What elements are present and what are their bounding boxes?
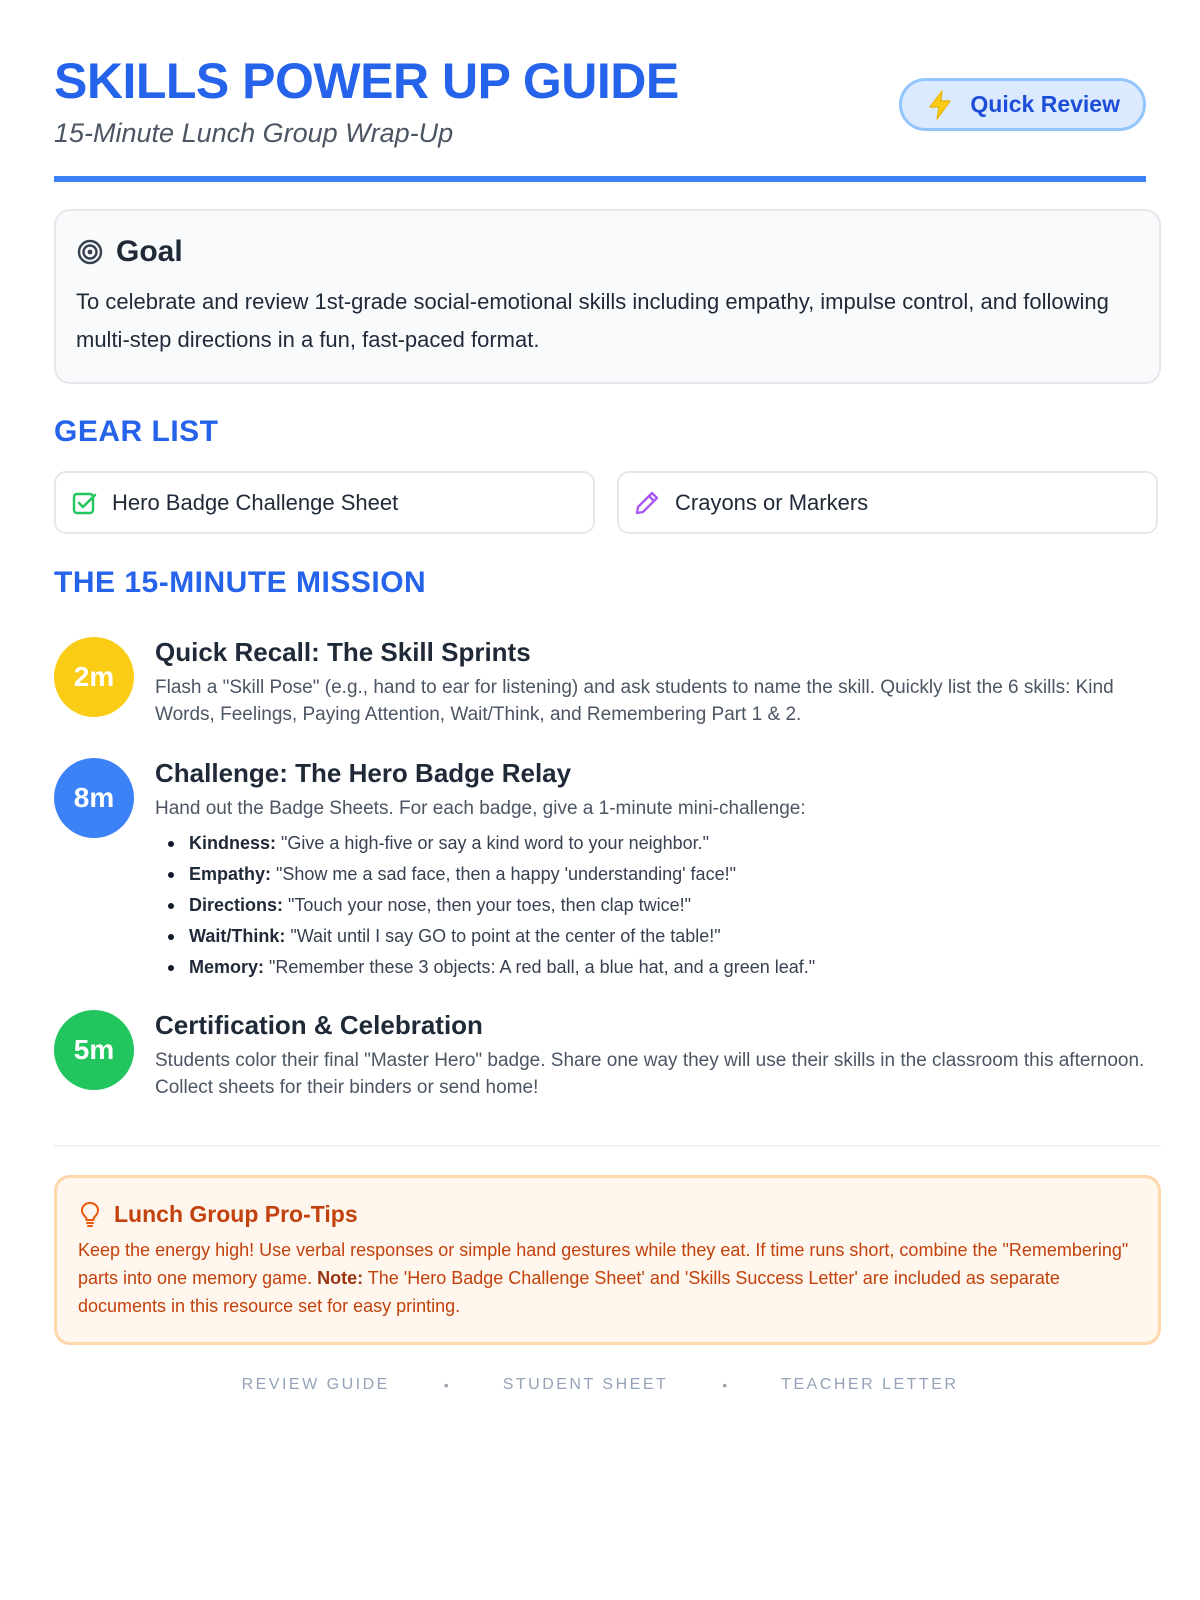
mission-heading: THE 15-MINUTE MISSION: [54, 566, 427, 599]
list-item: [155, 890, 1161, 921]
step-title: Quick Recall: The Skill Sprints: [155, 637, 531, 667]
footer-nav: [0, 1376, 1200, 1394]
page-title: SKILLS POWER UP GUIDE: [54, 53, 679, 109]
gear-item-badge-sheet: [54, 471, 595, 534]
pencil-icon: [633, 489, 661, 517]
bullet-text: "Wait until I say GO to point at the center of the table!": [285, 926, 721, 946]
tips-text-part: The 'Hero Badge Challenge Sheet' and 'Skills Success Letter' are included as separate documents in this resource set for easy printing.: [78, 1268, 1060, 1316]
gear-item-label: Hero Badge Challenge Sheet: [112, 489, 399, 515]
divider: [54, 1145, 1161, 1147]
bullet-key: Empathy:: [189, 864, 272, 884]
list-item: [155, 828, 1161, 859]
bullet-text: "Show me a sad face, then a happy 'understanding' face!": [271, 864, 736, 884]
goal-text: To celebrate and review 1st-grade social-emotional skills including empathy, impulse control, and following multi-step directions in a fun, fast-paced format.: [76, 289, 1109, 352]
list-item: [155, 859, 1161, 890]
footer-separator: •: [722, 1377, 728, 1393]
gear-list-heading: GEAR LIST: [54, 415, 219, 448]
pro-tips-text: [78, 1236, 1137, 1320]
page-subtitle: 15-Minute Lunch Group Wrap-Up: [54, 118, 454, 148]
bullet-text: "Touch your nose, then your toes, then clap twice!": [283, 895, 692, 915]
footer-link-student-sheet[interactable]: STUDENT SHEET: [502, 1376, 669, 1393]
pro-tips-title: Lunch Group Pro-Tips: [114, 1200, 358, 1227]
list-item: [155, 952, 1161, 983]
gear-item-label: Crayons or Markers: [675, 489, 869, 515]
goal-title: Goal: [116, 235, 183, 268]
bullet-key: Kindness:: [189, 833, 277, 853]
goal-card: [54, 209, 1161, 384]
lightning-bolt-icon: [924, 89, 956, 121]
quick-review-button[interactable]: [899, 78, 1146, 131]
header: [54, 0, 1146, 182]
step-title: Certification & Celebration: [155, 1010, 483, 1040]
quick-review-label: Quick Review: [970, 91, 1120, 117]
bullet-key: Wait/Think:: [189, 926, 286, 946]
footer-link-teacher-letter[interactable]: TEACHER LETTER: [781, 1376, 959, 1393]
time-badge: 2m: [54, 637, 134, 717]
footer-link-review-guide[interactable]: REVIEW GUIDE: [241, 1376, 390, 1393]
challenge-list: [155, 828, 1161, 983]
tips-text-part: Keep the energy high! Use verbal responses or simple hand gestures while they eat. If time runs short, combine the "Remembering" parts into one memory game.: [78, 1240, 1129, 1288]
lightbulb-icon: [78, 1200, 102, 1228]
bullet-key: Directions:: [189, 895, 284, 915]
pro-tips-box: [54, 1175, 1161, 1345]
step-description: Students color their final "Master Hero" badge. Share one way they will use their skills in the classroom this afternoon. Collect sheets for their binders or send home!: [155, 1050, 1145, 1098]
bullet-text: "Remember these 3 objects: A red ball, a blue hat, and a green leaf.": [264, 957, 816, 977]
step-description: Hand out the Badge Sheets. For each badge, give a 1-minute mini-challenge:: [155, 798, 806, 819]
step-title: Challenge: The Hero Badge Relay: [155, 758, 572, 788]
checkbox-icon: [70, 489, 98, 517]
footer-separator: •: [443, 1377, 449, 1393]
gear-item-crayons: [617, 471, 1158, 534]
target-icon: [76, 238, 104, 266]
note-label: Note:: [317, 1268, 364, 1288]
bullet-text: "Give a high-five or say a kind word to your neighbor.": [276, 833, 710, 853]
step-description: Flash a "Skill Pose" (e.g., hand to ear for listening) and ask students to name the skill. Quickly list the 6 skills: Kind Words, Feelings, Paying Attention, Wait/Think, and Remembering Part 1 & 2.: [155, 677, 1114, 725]
bullet-key: Memory:: [189, 957, 265, 977]
list-item: [155, 921, 1161, 952]
time-badge: 5m: [54, 1010, 134, 1090]
time-badge: 8m: [54, 758, 134, 838]
